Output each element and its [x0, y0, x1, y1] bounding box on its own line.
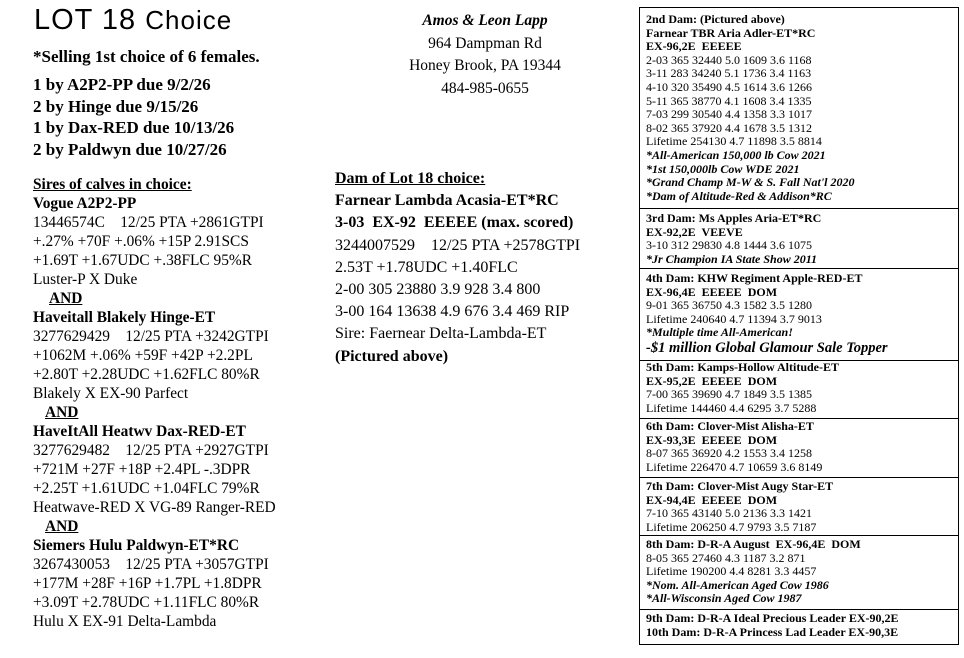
pregnancy-item: 2 by Hinge due 9/15/26	[33, 96, 199, 116]
pedigree-2nd-dam	[646, 13, 855, 203]
achievement-note: *Jr Champion IA State Show 2011	[646, 251, 818, 266]
sire-line: 3267430053 12/25 PTA +3057GTPI	[33, 556, 269, 573]
sires-section	[33, 175, 276, 631]
ancestor-class: EX-94,4E EEEEE DOM	[646, 492, 778, 507]
sire-line: Hulu X EX-91 Delta-Lambda	[33, 613, 217, 630]
achievement-note: *Dam of Altitude-Red & Addison*RC	[646, 188, 832, 203]
sire-line: +721M +27F +18P +2.4PL -.3DPR	[33, 461, 251, 478]
lot-choice-label: Choice	[145, 5, 233, 35]
divider	[640, 268, 958, 269]
record-line: 8-05 365 27460 4.3 1187 3.2 871	[646, 550, 806, 565]
ancestor-title: 8th Dam: D-R-A August EX-96,4E DOM	[646, 537, 861, 551]
record-line: Lifetime 190200 4.4 8281 3.3 4457	[646, 564, 817, 579]
sire-line: +1062M +.06% +59F +42P +2.2PL	[33, 347, 253, 364]
ancestor-title: 2nd Dam: (Pictured above)	[646, 12, 785, 26]
consignor-contact	[380, 10, 590, 100]
record-line: Lifetime 226470 4.7 10659 3.6 8149	[646, 459, 823, 474]
ancestor-title: 6th Dam: Clover-Mist Alisha-ET	[646, 419, 814, 433]
dam-heading: Dam of Lot 18 choice:	[335, 170, 486, 187]
pregnancy-item: 1 by Dax-RED due 10/13/26	[33, 118, 235, 138]
consignor-phone: 484-985-0655	[441, 79, 529, 97]
pedigree-9th-10th-dam	[646, 612, 899, 639]
sire-name: HaveItAll Heatwv Dax-RED-ET	[33, 423, 246, 440]
and-separator: AND	[49, 290, 83, 307]
achievement-note: *Grand Champ M-W & S. Fall Nat'l 2020	[646, 175, 855, 190]
sire-name: Vogue A2P2-PP	[33, 195, 137, 212]
record-line: 8-07 365 36920 4.2 1553 3.4 1258	[646, 446, 812, 461]
divider	[640, 208, 958, 209]
pedigree-5th-dam	[646, 361, 839, 415]
pregnancy-item: 2 by Paldwyn due 10/27/26	[33, 140, 227, 160]
ancestor-title: 9th Dam: D-R-A Ideal Precious Leader EX-90,2E	[646, 611, 899, 625]
lot-number: LOT 18	[34, 4, 137, 36]
record-line: 3-11 283 34240 5.1 1736 3.4 1163	[646, 66, 812, 81]
pedigree-6th-dam	[646, 420, 822, 474]
divider	[640, 535, 958, 536]
ancestor-title: 10th Dam: D-R-A Princess Lad Leader EX-90,3E	[646, 624, 899, 639]
dam-line: 2-00 305 23880 3.9 928 3.4 800	[335, 281, 541, 299]
and-separator: AND	[45, 404, 79, 421]
record-line: 8-02 365 37920 4.4 1678 3.5 1312	[646, 120, 812, 135]
pedigree-3rd-dam	[646, 212, 821, 266]
lot-title	[34, 4, 232, 37]
dam-pictured-note: (Pictured above)	[335, 347, 449, 365]
sale-topper-note: -$1 million Global Glamour Sale Topper	[646, 339, 888, 356]
ancestor-name: Farnear TBR Aria Adler-ET*RC	[646, 25, 816, 40]
record-line: 7-03 299 30540 4.4 1358 3.3 1017	[646, 107, 812, 122]
dam-line: 3-00 164 13638 4.9 676 3.4 469 RIP	[335, 303, 570, 321]
dam-line: 3244007529 12/25 PTA +2578GTPI	[335, 236, 581, 254]
pedigree-4th-dam	[646, 272, 888, 357]
ancestor-title: 4th Dam: KHW Regiment Apple-RED-ET	[646, 271, 863, 285]
ancestor-title: 7th Dam: Clover-Mist Augy Star-ET	[646, 479, 834, 493]
record-line: Lifetime 254130 4.7 11898 3.5 8814	[646, 134, 822, 149]
achievement-note: *Multiple time All-American!	[646, 325, 793, 340]
sires-heading: Sires of calves in choice:	[33, 176, 192, 193]
sire-line: 13446574C 12/25 PTA +2861GTPI	[33, 214, 264, 231]
sire-line: +177M +28F +16P +1.7PL +1.8DPR	[33, 575, 262, 592]
pedigree-box	[639, 7, 959, 645]
dam-classification: 3-03 EX-92 EEEEE (max. scored)	[335, 214, 574, 232]
pedigree-8th-dam	[646, 538, 861, 606]
divider	[640, 609, 958, 610]
ancestor-class: EX-95,2E EEEEE DOM	[646, 373, 778, 388]
record-line: Lifetime 206250 4.7 9793 3.5 7187	[646, 519, 817, 534]
dam-line: 2.53T +1.78UDC +1.40FLC	[335, 258, 518, 276]
ancestor-class: EX-92,2E VEEVE	[646, 224, 743, 239]
ancestor-class: EX-96,4E EEEEE DOM	[646, 284, 778, 299]
sire-line: 3277629482 12/25 PTA +2927GTPI	[33, 442, 269, 459]
record-line: 3-10 312 29830 4.8 1444 3.6 1075	[646, 238, 812, 253]
ancestor-class: EX-96,2E EEEEE	[646, 39, 742, 54]
dam-name: Farnear Lambda Acasia-ET*RC	[335, 192, 559, 210]
achievement-note: *1st 150,000lb Cow WDE 2021	[646, 161, 800, 176]
and-separator: AND	[45, 518, 79, 535]
record-line: 7-10 365 43140 5.0 2136 3.3 1421	[646, 506, 812, 521]
achievement-note: *All-American 150,000 lb Cow 2021	[646, 147, 826, 162]
sire-name: Haveitall Blakely Hinge-ET	[33, 309, 216, 326]
record-line: 2-03 365 32440 5.0 1609 3.6 1168	[646, 52, 812, 67]
pregnancy-item: 1 by A2P2-PP due 9/2/26	[33, 75, 211, 94]
achievement-note: *Nom. All-American Aged Cow 1986	[646, 577, 829, 592]
ancestor-title: 5th Dam: Kamps-Hollow Altitude-ET	[646, 360, 840, 374]
record-line: 4-10 320 35490 4.5 1614 3.6 1266	[646, 79, 812, 94]
sire-name: Siemers Hulu Paldwyn-ET*RC	[33, 537, 240, 554]
record-line: 5-11 365 38770 4.1 1608 3.4 1335	[646, 93, 812, 108]
record-line: Lifetime 240640 4.7 11394 3.7 9013	[646, 311, 822, 326]
ancestor-title: 3rd Dam: Ms Apples Aria-ET*RC	[646, 211, 822, 225]
dam-sire: Sire: Faernear Delta-Lambda-ET	[335, 325, 547, 343]
record-line: Lifetime 144460 4.4 6295 3.7 5288	[646, 400, 817, 415]
consignor-name: Amos & Leon Lapp	[422, 12, 548, 29]
achievement-note: *All-Wisconsin Aged Cow 1987	[646, 591, 802, 606]
sire-line: +2.80T +2.28UDC +1.62FLC 80%R	[33, 366, 260, 383]
sire-line: Blakely X EX-90 Parfect	[33, 385, 189, 402]
sire-line: +2.25T +1.61UDC +1.04FLC 79%R	[33, 480, 260, 497]
pedigree-7th-dam	[646, 480, 833, 534]
sire-line: +.27% +70F +.06% +15P 2.91SCS	[33, 233, 249, 250]
sire-line: Heatwave-RED X VG-89 Ranger-RED	[33, 499, 276, 516]
sire-line: Luster-P X Duke	[33, 271, 138, 288]
ancestor-class: EX-93,3E EEEEE DOM	[646, 432, 778, 447]
pregnancy-list	[33, 74, 234, 161]
dam-section	[335, 168, 580, 368]
consignor-address: 964 Dampman Rd	[428, 34, 542, 52]
selling-note: *Selling 1st choice of 6 females.	[33, 47, 260, 66]
sire-line: 3277629429 12/25 PTA +3242GTPI	[33, 328, 269, 345]
sire-line: +1.69T +1.67UDC +.38FLC 95%R	[33, 252, 253, 269]
divider	[640, 477, 958, 478]
record-line: 9-01 365 36750 4.3 1582 3.5 1280	[646, 298, 812, 313]
record-line: 7-00 365 39690 4.7 1849 3.5 1385	[646, 387, 812, 402]
consignor-city: Honey Brook, PA 19344	[409, 57, 561, 74]
sire-line: +3.09T +2.78UDC +1.11FLC 80%R	[33, 594, 260, 611]
